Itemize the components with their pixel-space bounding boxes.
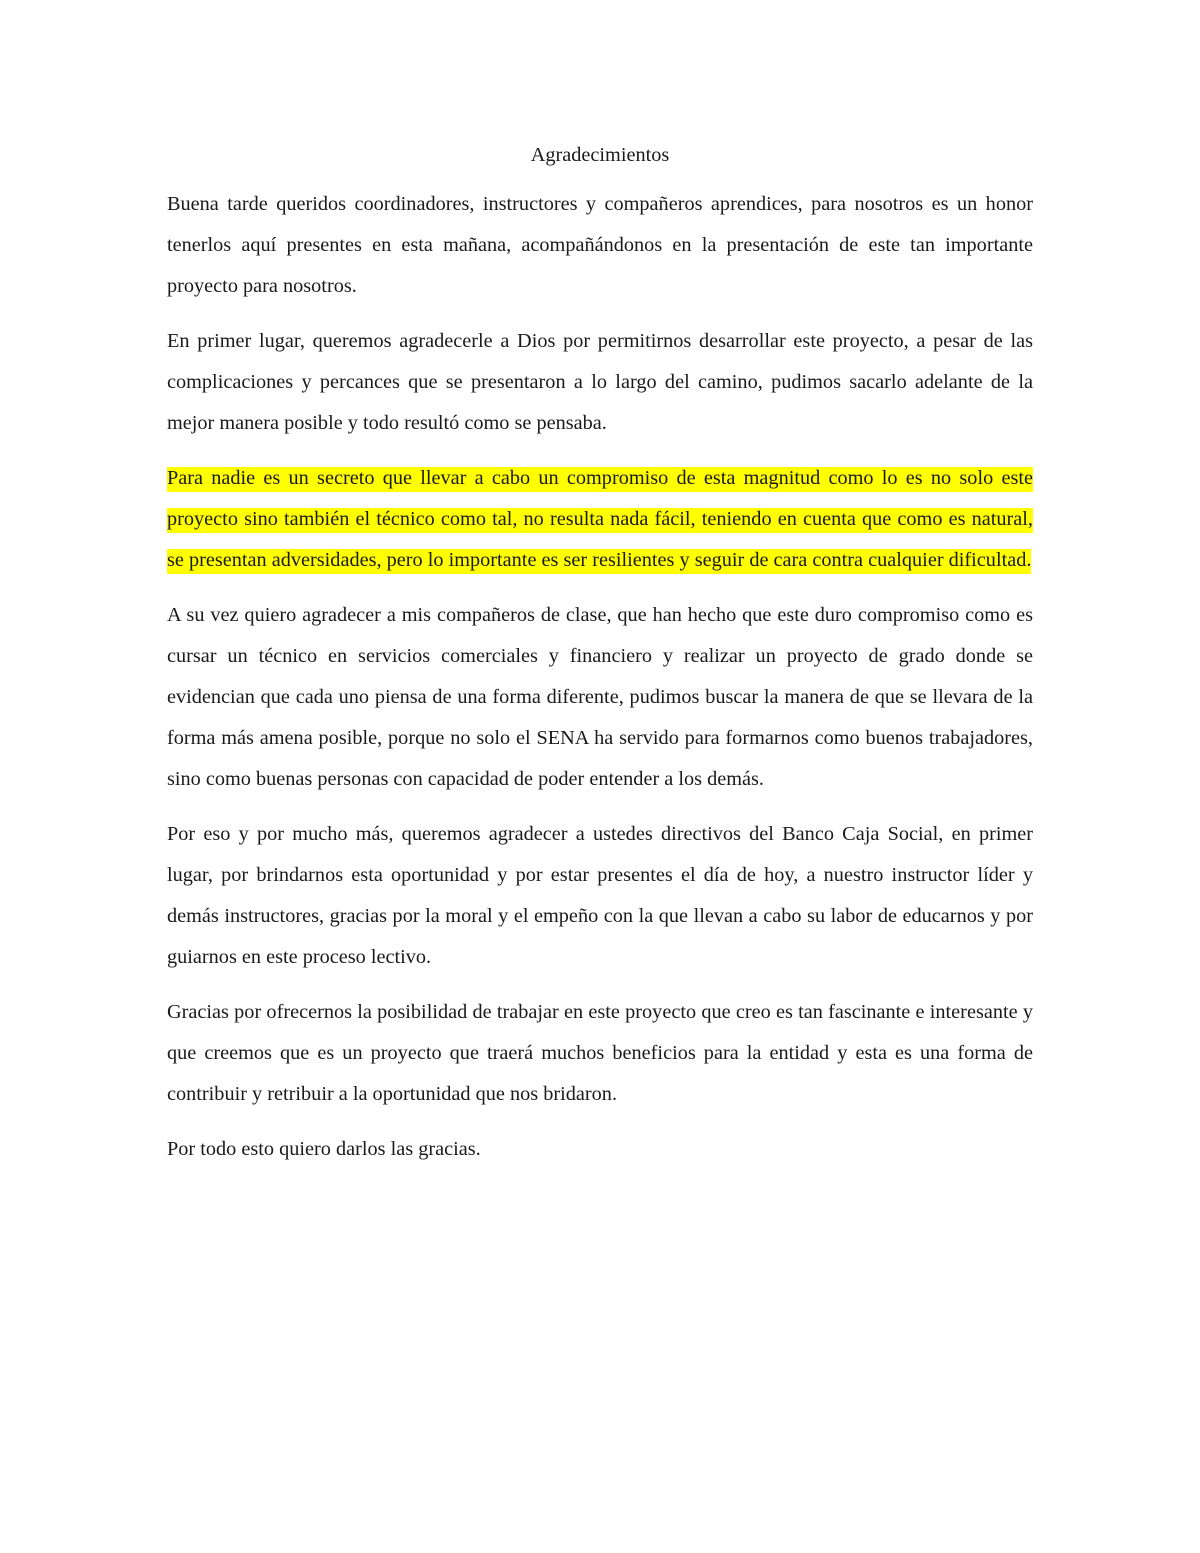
paragraph-text: A su vez quiero agradecer a mis compañeros de clase, que han hecho que este duro compromiso como es cursar un técnico en servicios comerciales y financiero y realizar un proyecto de grado donde se evidencian que cada uno piensa de una forma diferente, pudimos buscar la manera de que se llevara de la forma más amena posible, porque no solo el SENA ha servido para formarnos como buenos trabajadores, sino como buenas personas con capacidad de poder entender a los demás. xyxy=(167,604,1033,790)
paragraph-greeting xyxy=(167,184,1033,307)
highlighted-text: Para nadie es un secreto que llevar a cabo un compromiso de esta magnitud como lo es no solo este proyecto sino también el técnico como tal, no resulta nada fácil, teniendo en cuenta que como es natural, se presentan adversidades, pero lo importante es ser resilientes y seguir de cara contra cualquier dificultad. xyxy=(167,467,1033,574)
paragraph-directors xyxy=(167,814,1033,978)
paragraph-highlighted xyxy=(167,458,1033,581)
paragraph-text: En primer lugar, queremos agradecerle a Dios por permitirnos desarrollar este proyecto, a pesar de las complicaciones y percances que se presentaron a lo largo del camino, pudimos sacarlo adelante de la mejor manera posible y todo resultó como se pensaba. xyxy=(167,330,1033,434)
document-title: Agradecimientos xyxy=(530,144,670,166)
document-body xyxy=(167,138,1033,1184)
paragraph-text: Buena tarde queridos coordinadores, instructores y compañeros aprendices, para nosotros es un honor tenerlos aquí presentes en esta mañana, acompañándonos en la presentación de este tan importante proyecto para nosotros. xyxy=(167,193,1033,297)
paragraph-classmates xyxy=(167,595,1033,800)
paragraph-text: Por todo esto quiero darlos las gracias. xyxy=(167,1138,481,1160)
paragraph-closing xyxy=(167,1129,1033,1170)
paragraph-thanks-god xyxy=(167,321,1033,444)
paragraph-text: Por eso y por mucho más, queremos agradecer a ustedes directivos del Banco Caja Social, en primer lugar, por brindarnos esta oportunidad y por estar presentes el día de hoy, a nuestro instructor líder y demás instructores, gracias por la moral y el empeño con la que llevan a cabo su labor de educarnos y por guiarnos en este proceso lectivo. xyxy=(167,823,1033,968)
paragraph-opportunity xyxy=(167,992,1033,1115)
paragraph-text: Gracias por ofrecernos la posibilidad de trabajar en este proyecto que creo es tan fascinante e interesante y que creemos que es un proyecto que traerá muchos beneficios para la entidad y esta es una forma de contribuir y retribuir a la oportunidad que nos bridaron. xyxy=(167,1001,1033,1105)
